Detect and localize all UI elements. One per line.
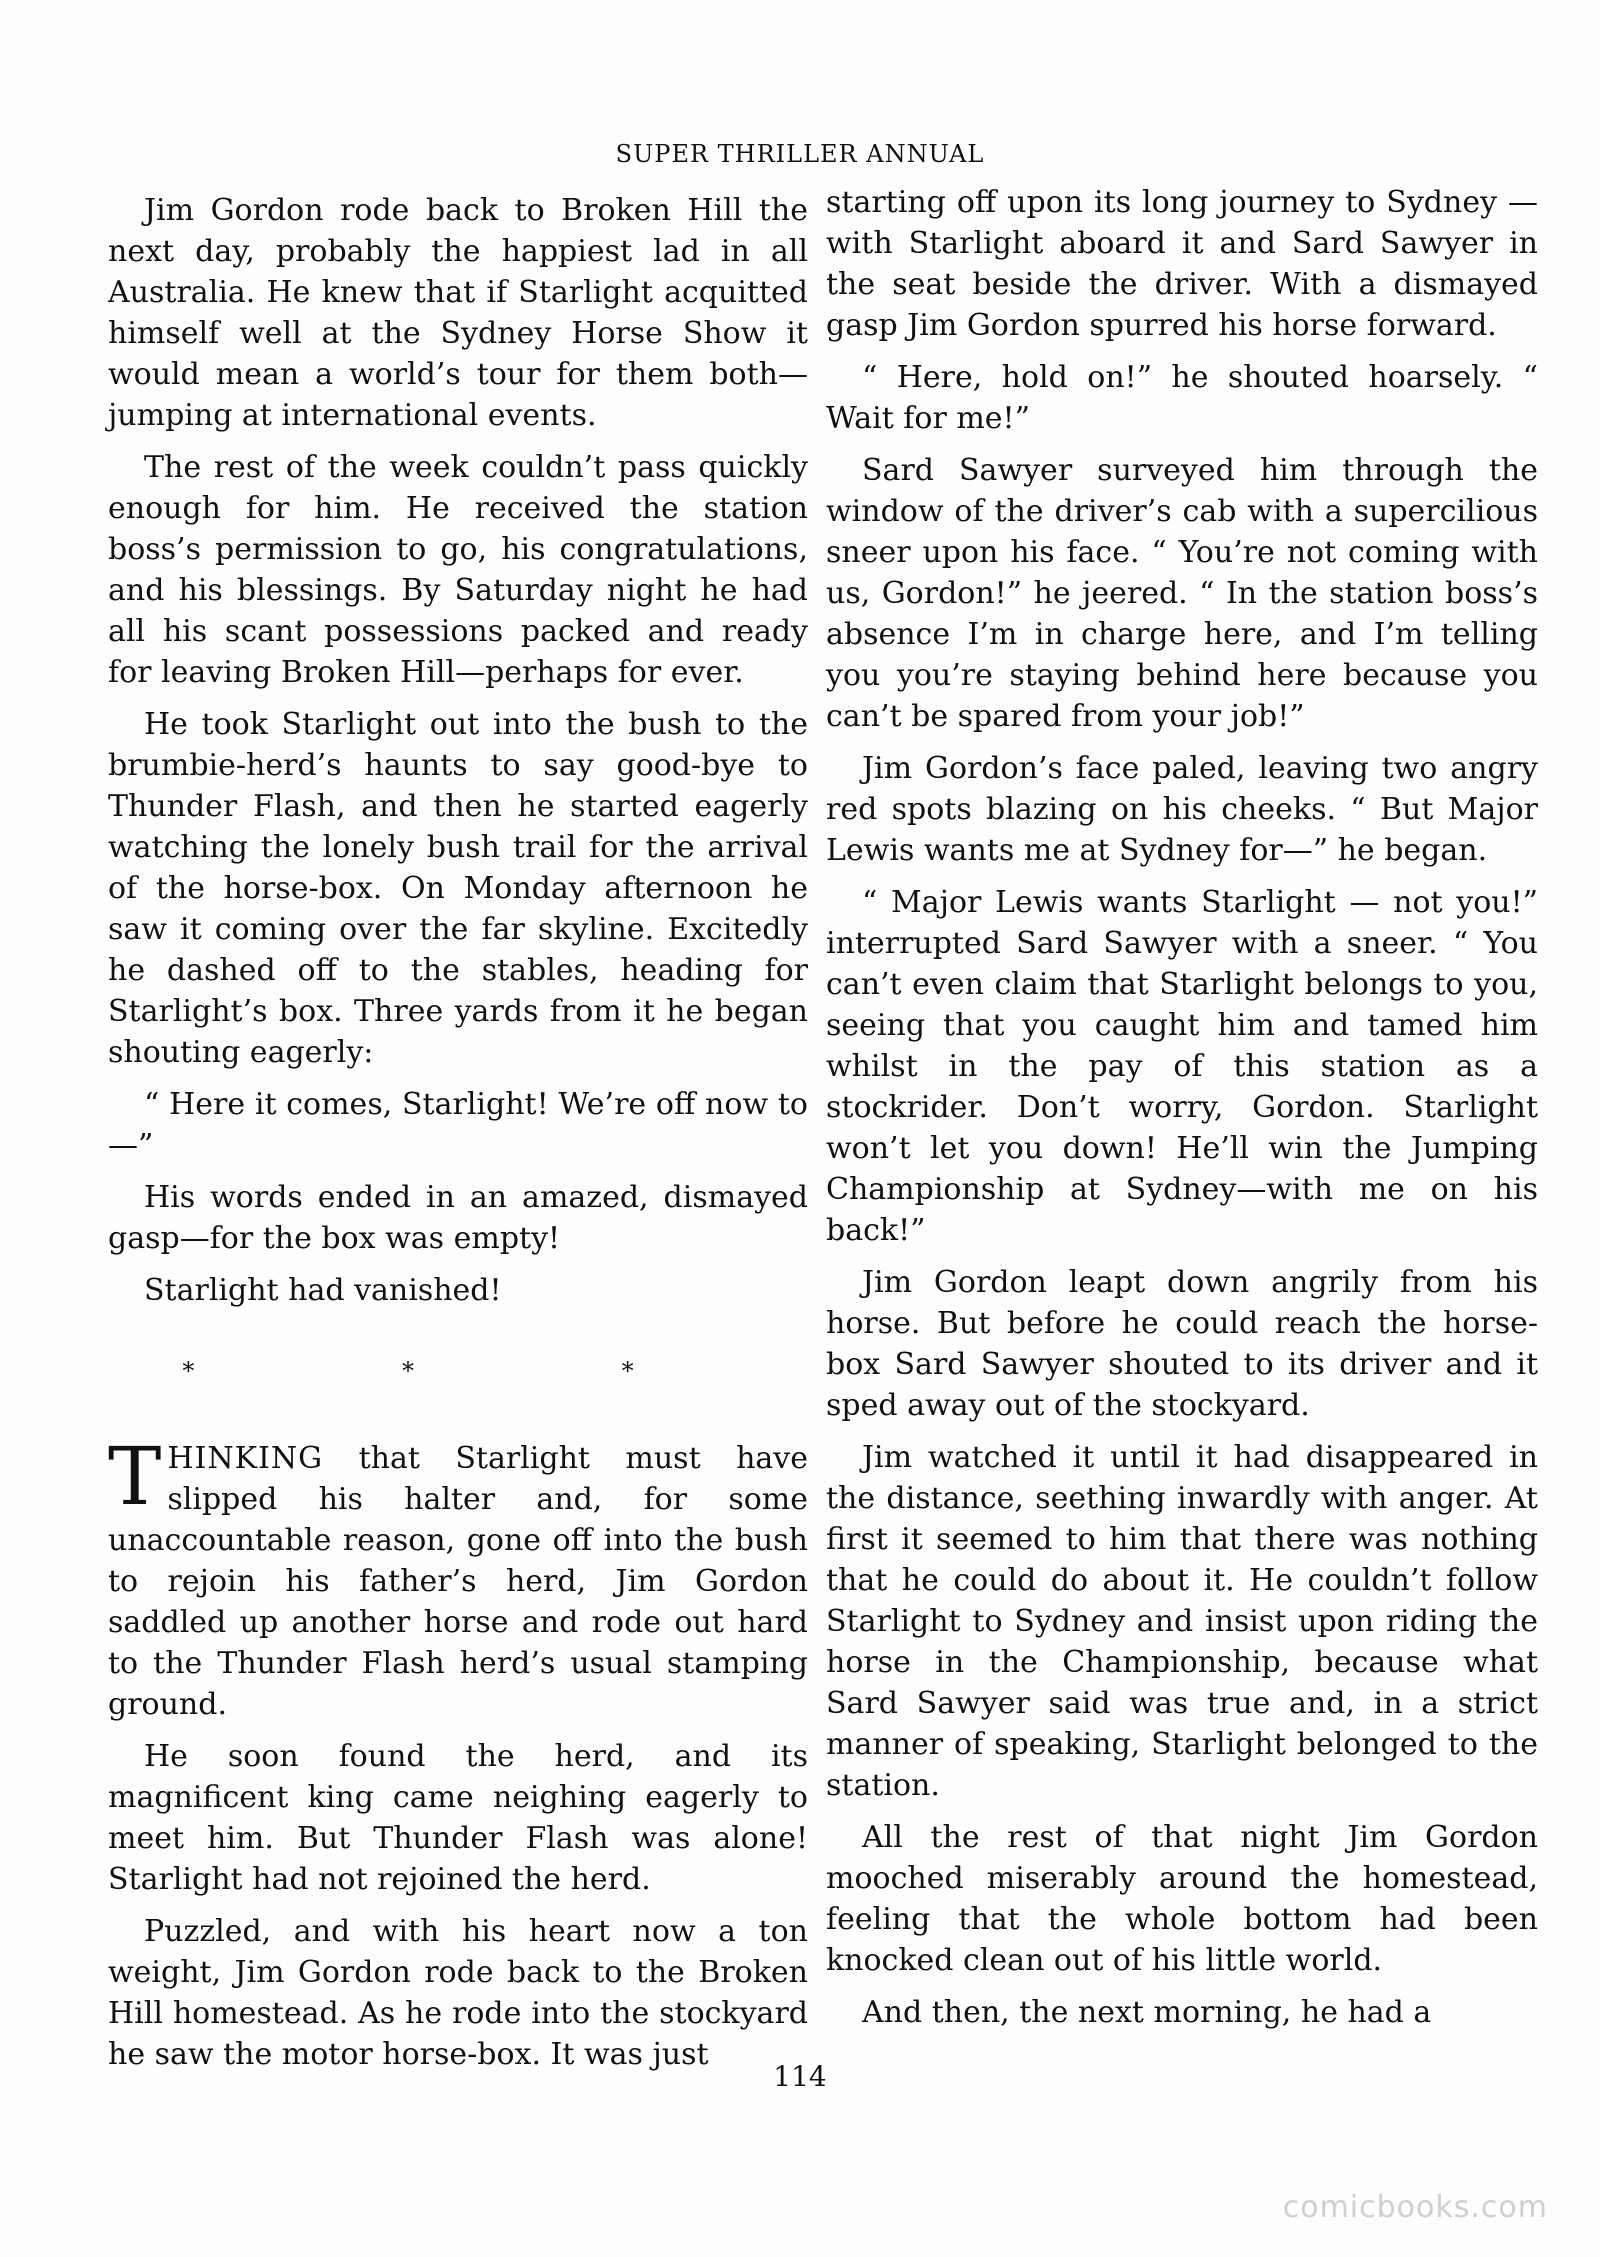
drop-cap-letter: T [108, 1430, 162, 1523]
section-separator: * * * [182, 1357, 734, 1385]
paragraph: “ Major Lewis wants Starlight — not you!” interrupted Sard Sawyer with a sneer. “ You can’t even claim that Starlight belongs to you, seeing that you caught him and tamed him whilst in the pay of this station as a stockrider. Don’t worry, Gordon. Starlight won’t let you down! He’ll win the Jumping Championship at Sydney—with me on his back!” [826, 885, 1538, 1248]
paragraph: All the rest of that night Jim Gordon mooched miserably around the homestead, feeling that the whole bottom had been knocked clean out of his little world. [826, 1820, 1538, 1978]
dropcap-word: HINKING [167, 1441, 324, 1476]
paragraph: Jim watched it until it had disappeared in the distance, seething inwardly with anger. At first it seemed to him that there was nothing that he could do about it. He couldn’t follow Starlight to Sydney and insist upon riding the horse in the Championship, because what Sard Sawyer said was true and, in a strict manner of speaking, Starlight belonged to the station. [826, 1440, 1538, 1803]
dropcap-paragraph [108, 1430, 808, 1725]
paragraph: Jim Gordon leapt down angrily from his horse. But before he could reach the horse-box Sard Sawyer shouted to its driver and it sped away out of the stockyard. [826, 1265, 1538, 1423]
right-column [826, 182, 1538, 2044]
dropcap-paragraph-text: that Starlight must have slipped his halter and, for some unaccountable reason, gone off into the bush to rejoin his father’s herd, Jim Gordon saddled up another horse and rode out hard to the Thunder Flash herd’s usual stamping ground. [108, 1441, 808, 1722]
page-number: 114 [773, 2060, 827, 2093]
paragraph: And then, the next morning, he had a [862, 1995, 1432, 2030]
paragraph: Jim Gordon rode back to Broken Hill the next day, probably the happiest lad in all Australia. He knew that if Starlight acquitted himself well at the Sydney Horse Show it would mean a world’s tour for them both—jumping at international events. [108, 193, 808, 433]
paragraph: “ Here, hold on!” he shouted hoarsely. “ Wait for me!” [826, 360, 1538, 436]
paragraph: He took Starlight out into the bush to the brumbie-herd’s haunts to say good-bye to Thunder Flash, and then he started eagerly watching the lonely bush trail for the arrival of the horse-box. On Monday afternoon he saw it coming over the far skyline. Excitedly he dashed off to the stables, heading for Starlight’s box. Three yards from it he began shouting eagerly: [108, 707, 808, 1070]
paragraph: Puzzled, and with his heart now a ton weight, Jim Gordon rode back to the Broken Hill homestead. As he rode into the stockyard he saw the motor horse-box. It was just [108, 1914, 808, 2072]
paragraph: Sard Sawyer surveyed him through the window of the driver’s cab with a supercilious sneer upon his face. “ You’re not coming with us, Gordon!” he jeered. “ In the station boss’s absence I’m in charge here, and I’m telling you you’re staying behind here because you can’t be spared from your job!” [826, 453, 1538, 734]
watermark: comicbooks.com [1282, 2190, 1548, 2225]
paragraph: He soon found the herd, and its magnificent king came neighing eagerly to meet him. But Thunder Flash was alone! Starlight had not rejoined the herd. [108, 1739, 808, 1897]
left-column [108, 190, 808, 2086]
paragraph: Starlight had vanished! [144, 1273, 502, 1308]
running-header: SUPER THRILLER ANNUAL [615, 140, 985, 168]
paragraph: His words ended in an amazed, dismayed gasp—for the box was empty! [108, 1180, 808, 1256]
paragraph: “ Here it comes, Starlight! We’re off now to—” [108, 1087, 808, 1163]
continued-paragraph: starting off upon its long journey to Sydney —with Starlight aboard it and Sard Sawyer in the seat beside the driver. With a dismayed gasp Jim Gordon spurred his horse forward. [826, 185, 1538, 343]
paragraph: Jim Gordon’s face paled, leaving two angry red spots blazing on his cheeks. “ But Major Lewis wants me at Sydney for—” he began. [826, 751, 1538, 868]
paragraph: The rest of the week couldn’t pass quickly enough for him. He received the station boss’s permission to go, his congratulations, and his blessings. By Saturday night he had all his scant possessions packed and ready for leaving Broken Hill—perhaps for ever. [108, 450, 808, 690]
